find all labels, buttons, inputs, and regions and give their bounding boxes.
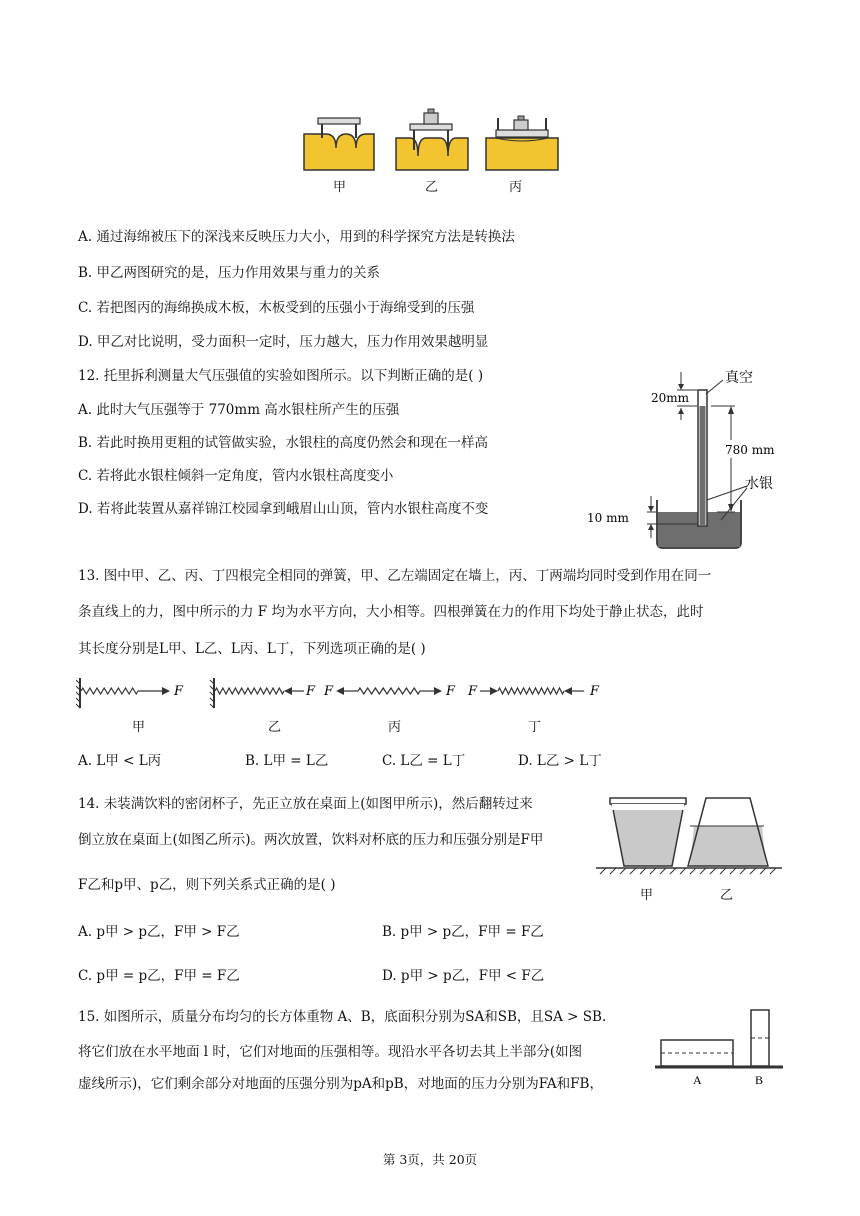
svg-text:F: F xyxy=(446,684,456,699)
q13-stem-line-2: 条直线上的力，图中所示的力 F 均为水平方向，大小相等。四根弹簧在力的作用下均处于静止状态，此时 xyxy=(78,604,704,620)
q12-option-a: A. 此时大气压强等于 770mm 高水银柱所产生的压强 xyxy=(78,402,400,418)
svg-text:F: F xyxy=(306,684,316,699)
q12-stem: 12. 托里拆利测量大气压强值的实验如图所示。以下判断正确的是( ) xyxy=(78,368,484,384)
figure-caption-yi: 乙 xyxy=(425,180,439,195)
q11-option-a: A. 通过海绵被压下的深浅来反映压力大小，用到的科学探究方法是转换法 xyxy=(78,229,515,245)
q11-option-c: C. 若把图丙的海绵换成木板，木板受到的压强小于海绵受到的压强 xyxy=(78,300,475,316)
spring-caption-yi: 乙 xyxy=(268,720,282,735)
label-mercury: 水银 xyxy=(745,476,773,492)
q13-option-c: C. L乙 = L丁 xyxy=(382,753,466,769)
q14-option-c: C. p甲 = p乙，F甲 = F乙 xyxy=(78,968,240,984)
q12-option-d: D. 若将此装置从嘉祥锦江校园拿到峨眉山山顶，管内水银柱高度不变 xyxy=(78,501,489,517)
q11-option-b: B. 甲乙两图研究的是，压力作用效果与重力的关系 xyxy=(78,265,381,281)
svg-text:F: F xyxy=(174,684,184,699)
torricelli-figure xyxy=(585,360,785,555)
q13-option-a: A. L甲 < L丙 xyxy=(78,753,162,769)
block-label-b: B xyxy=(755,1073,764,1087)
blocks-figure xyxy=(655,1008,785,1090)
q11-option-d: D. 甲乙对比说明，受力面积一定时，压力越大，压力作用效果越明显 xyxy=(78,334,489,350)
figure-caption-bing: 丙 xyxy=(509,180,523,195)
q12-option-c: C. 若将此水银柱倾斜一定角度，管内水银柱高度变小 xyxy=(78,468,394,484)
svg-text:F: F xyxy=(324,684,334,699)
q15-stem-line-1: 15. 如图所示，质量分布均匀的长方体重物 A、B，底面积分别为SA和SB，且SA > SB. xyxy=(78,1009,607,1025)
spring-caption-bing: 丙 xyxy=(388,720,402,735)
q14-stem-line-3: F乙和p甲、p乙，则下列关系式正确的是( ) xyxy=(78,877,336,893)
label-top-gap: 20mm xyxy=(651,391,690,405)
svg-text:F: F xyxy=(468,684,478,699)
cups-figure xyxy=(596,790,786,880)
q13-stem-line-3: 其长度分别是L甲、L乙、L丙、L丁，下列选项正确的是( ) xyxy=(78,641,426,657)
sponge-figure-jia xyxy=(304,118,374,170)
sponge-figure-yi xyxy=(396,109,468,170)
cup-caption-yi: 乙 xyxy=(720,888,734,903)
q13-stem-line-1: 13. 图中甲、乙、丙、丁四根完全相同的弹簧，甲、乙左端固定在墙上，丙、丁两端均同时受到作用在同一 xyxy=(78,568,712,584)
q13-option-d: D. L乙 > L丁 xyxy=(518,753,602,769)
label-depth: 10 mm xyxy=(587,511,629,525)
q14-option-b: B. p甲 > p乙，F甲 = F乙 xyxy=(382,924,544,940)
q14-option-a: A. p甲 > p乙，F甲 > F乙 xyxy=(78,924,240,940)
figure-caption-jia: 甲 xyxy=(333,180,347,195)
q14-stem-line-1: 14. 未装满饮料的密闭杯子，先正立放在桌面上(如图甲所示)，然后翻转过来 xyxy=(78,796,533,812)
svg-text:F: F xyxy=(590,684,600,699)
q13-option-b: B. L甲 = L乙 xyxy=(245,753,329,769)
page-footer: 第 3页，共 20页 xyxy=(382,1152,478,1167)
q15-stem-line-2: 将它们放在水平地面 l 时，它们对地面的压强相等。现沿水平各切去其上半部分(如图 xyxy=(78,1044,583,1060)
sponge-figure-bing xyxy=(486,116,558,170)
block-label-a: A xyxy=(693,1073,702,1087)
q12-option-b: B. 若此时换用更粗的试管做实验，水银柱的高度仍然会和现在一样高 xyxy=(78,435,489,451)
q14-option-d: D. p甲 > p乙，F甲 < F乙 xyxy=(382,968,545,984)
springs-figure xyxy=(76,676,616,710)
spring-caption-jia: 甲 xyxy=(132,720,146,735)
spring-caption-ding: 丁 xyxy=(528,720,542,735)
q15-stem-line-3: 虚线所示)，它们剩余部分对地面的压强分别为pA和pB，对地面的压力分别为FA和FB， xyxy=(78,1076,603,1092)
q14-stem-line-2: 倒立放在桌面上(如图乙所示)。两次放置，饮料对杯底的压力和压强分别是F甲 xyxy=(78,832,544,848)
cup-caption-jia: 甲 xyxy=(640,888,654,903)
label-vacuum: 真空 xyxy=(725,370,753,386)
label-column-height: 780 mm xyxy=(725,443,775,457)
